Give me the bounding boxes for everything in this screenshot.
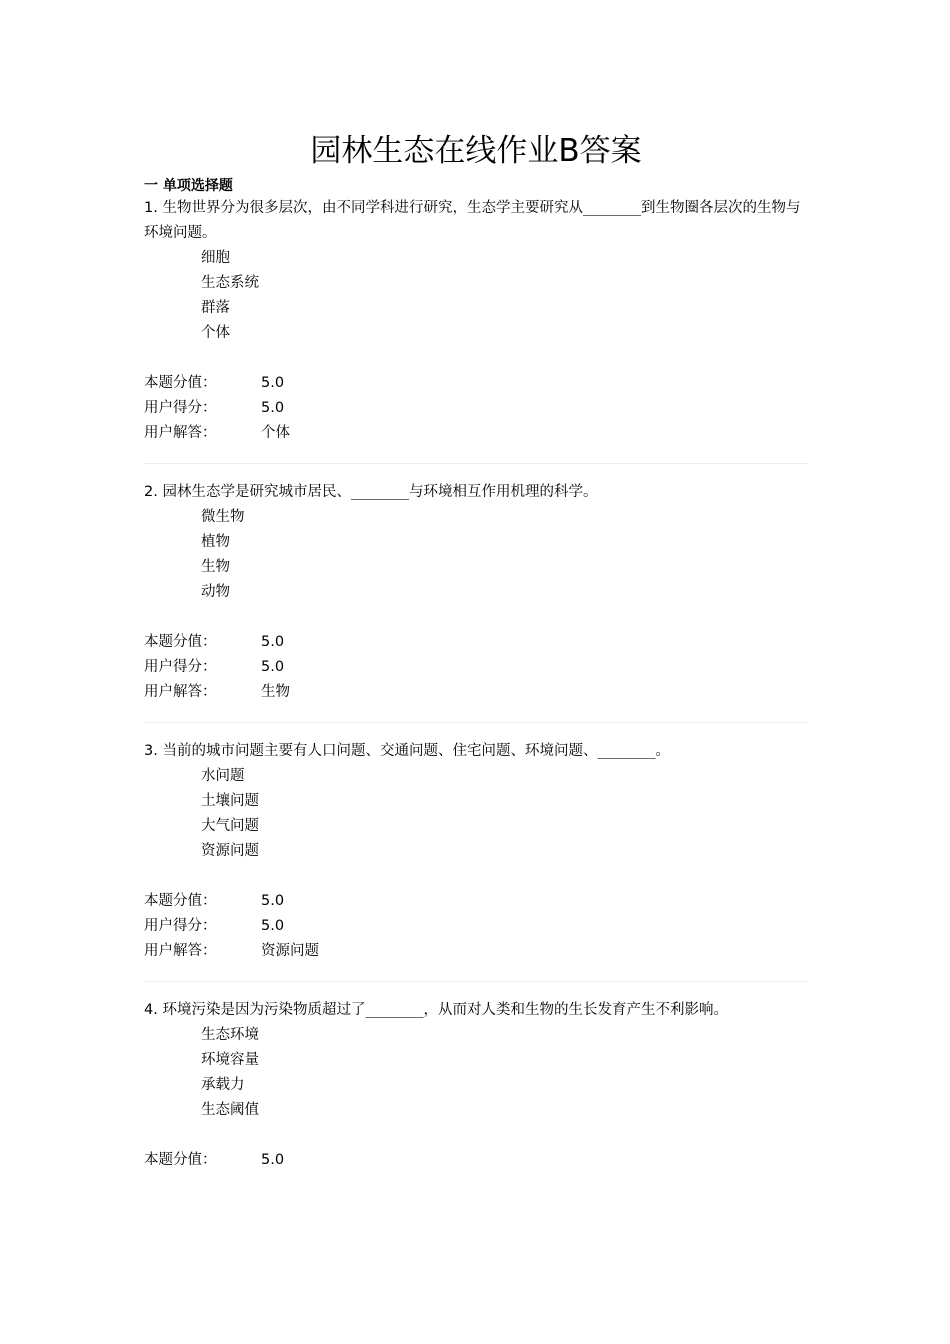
user-score-label: 用户得分： xyxy=(144,400,217,416)
option-item: 生物 xyxy=(201,559,230,575)
option-item: 资源问题 xyxy=(201,843,259,859)
option-list xyxy=(144,1023,808,1123)
question-number: 1. xyxy=(144,200,158,216)
question-number: 4. xyxy=(144,1002,158,1018)
option-item: 环境容量 xyxy=(201,1052,259,1068)
score-value: 5.0 xyxy=(261,375,285,391)
score-label: 本题分值： xyxy=(144,375,217,391)
question-block xyxy=(144,196,808,464)
question-stem: 园林生态学是研究城市居民、________与环境相互作用机理的科学。 xyxy=(162,484,598,500)
option-item: 微生物 xyxy=(201,509,245,525)
divider xyxy=(144,981,808,982)
option-item: 生态系统 xyxy=(201,275,259,291)
option-item: 群落 xyxy=(201,300,230,316)
question-number: 3. xyxy=(144,743,158,759)
question-stem: 生物世界分为很多层次，由不同学科进行研究，生态学主要研究从________到生物圈各层次的生物与环境问题。 xyxy=(144,200,801,241)
question-text xyxy=(144,196,808,246)
user-score-label: 用户得分： xyxy=(144,918,217,934)
score-row xyxy=(144,1148,808,1173)
score-value: 5.0 xyxy=(261,1152,285,1168)
score-label: 本题分值： xyxy=(144,1152,217,1168)
user-score-label: 用户得分： xyxy=(144,659,217,675)
user-answer-row xyxy=(144,680,808,705)
option-item: 承载力 xyxy=(201,1077,245,1093)
document-title: 园林生态在线作业B答案 xyxy=(310,133,642,169)
option-item: 动物 xyxy=(201,584,230,600)
user-answer-label: 用户解答： xyxy=(144,684,217,700)
question-text xyxy=(144,480,808,505)
score-label: 本题分值： xyxy=(144,634,217,650)
option-item: 植物 xyxy=(201,534,230,550)
user-score-row xyxy=(144,914,808,939)
user-answer-value: 资源问题 xyxy=(261,943,319,959)
score-value: 5.0 xyxy=(261,634,285,650)
option-item: 生态阈值 xyxy=(201,1102,259,1118)
option-item: 大气问题 xyxy=(201,818,259,834)
user-score-value: 5.0 xyxy=(261,918,285,934)
score-label: 本题分值： xyxy=(144,893,217,909)
user-score-row xyxy=(144,655,808,680)
user-answer-value: 生物 xyxy=(261,684,290,700)
option-item: 细胞 xyxy=(201,250,230,266)
user-answer-value: 个体 xyxy=(261,425,290,441)
divider xyxy=(144,722,808,723)
document-page xyxy=(144,130,808,1173)
user-answer-label: 用户解答： xyxy=(144,943,217,959)
option-list xyxy=(144,246,808,346)
user-answer-label: 用户解答： xyxy=(144,425,217,441)
user-score-row xyxy=(144,396,808,421)
user-answer-row xyxy=(144,421,808,446)
question-text xyxy=(144,998,808,1023)
user-answer-row xyxy=(144,939,808,964)
option-item: 生态环境 xyxy=(201,1027,259,1043)
option-item: 个体 xyxy=(201,325,230,341)
question-block xyxy=(144,998,808,1173)
option-list xyxy=(144,764,808,864)
question-block xyxy=(144,739,808,982)
question-block xyxy=(144,480,808,723)
option-item: 水问题 xyxy=(201,768,245,784)
question-stem: 当前的城市问题主要有人口问题、交通问题、住宅问题、环境问题、________。 xyxy=(162,743,670,759)
user-score-value: 5.0 xyxy=(261,400,285,416)
user-score-value: 5.0 xyxy=(261,659,285,675)
score-value: 5.0 xyxy=(261,893,285,909)
question-text xyxy=(144,739,808,764)
section-heading: 一 单项选择题 xyxy=(144,178,233,194)
option-item: 土壤问题 xyxy=(201,793,259,809)
option-list xyxy=(144,505,808,605)
score-row xyxy=(144,630,808,655)
question-number: 2. xyxy=(144,484,158,500)
score-row xyxy=(144,371,808,396)
divider xyxy=(144,463,808,464)
question-stem: 环境污染是因为污染物质超过了________，从而对人类和生物的生长发育产生不利影响。 xyxy=(162,1002,728,1018)
score-row xyxy=(144,889,808,914)
